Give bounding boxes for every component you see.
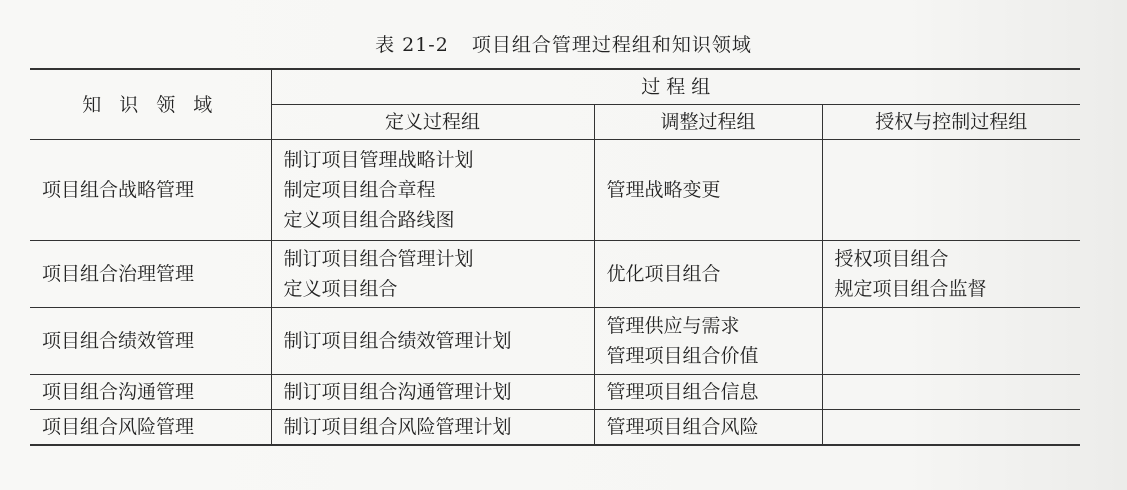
align-item: 管理项目组合信息	[606, 381, 759, 403]
area-cell: 项目组合治理管理	[30, 241, 271, 308]
define-cell	[271, 140, 594, 241]
area-cell: 项目组合绩效管理	[30, 308, 271, 375]
define-cell	[271, 241, 594, 308]
authorize-item: 规定项目组合监督	[834, 278, 987, 300]
header-process-groups: 过 程 组	[271, 69, 1080, 105]
header-align: 调整过程组	[594, 105, 822, 140]
table-row	[30, 410, 1080, 446]
table-row	[30, 375, 1080, 410]
table-row	[30, 308, 1080, 375]
header-define: 定义过程组	[271, 105, 594, 140]
area-cell: 项目组合风险管理	[30, 410, 271, 446]
table-row	[30, 241, 1080, 308]
align-cell	[594, 241, 822, 308]
define-cell	[271, 308, 594, 375]
define-item: 制订项目管理战略计划	[283, 149, 474, 171]
authorize-cell	[822, 241, 1080, 308]
define-cell	[271, 410, 594, 446]
table-title: 项目组合管理过程组和知识领域	[471, 34, 752, 56]
align-item: 管理供应与需求	[606, 315, 740, 337]
define-item: 制定项目组合章程	[283, 179, 436, 201]
align-cell	[594, 140, 822, 241]
define-item: 定义项目组合	[283, 278, 398, 300]
header-authorize: 授权与控制过程组	[822, 105, 1080, 140]
header-knowledge-area: 知 识 领 域	[30, 69, 271, 140]
align-item: 优化项目组合	[606, 263, 721, 285]
define-item: 制订项目组合沟通管理计划	[283, 381, 512, 403]
align-item: 管理项目组合风险	[606, 416, 759, 438]
align-cell	[594, 308, 822, 375]
area-cell: 项目组合战略管理	[30, 140, 271, 241]
authorize-cell	[822, 308, 1080, 375]
authorize-cell	[822, 410, 1080, 446]
define-item: 制订项目组合风险管理计划	[283, 416, 512, 438]
define-item: 定义项目组合路线图	[283, 209, 455, 231]
define-item: 制订项目组合绩效管理计划	[283, 330, 512, 352]
align-item: 管理战略变更	[606, 179, 721, 201]
table-number: 表 21-2	[375, 34, 449, 56]
define-item: 制订项目组合管理计划	[283, 248, 474, 270]
authorize-cell	[822, 375, 1080, 410]
align-cell	[594, 375, 822, 410]
table-caption	[0, 30, 1127, 57]
area-cell: 项目组合沟通管理	[30, 375, 271, 410]
authorize-cell	[822, 140, 1080, 241]
align-item: 管理项目组合价值	[606, 345, 759, 367]
align-cell	[594, 410, 822, 446]
process-groups-table	[30, 68, 1080, 446]
table-row	[30, 140, 1080, 241]
authorize-item: 授权项目组合	[834, 248, 949, 270]
define-cell	[271, 375, 594, 410]
